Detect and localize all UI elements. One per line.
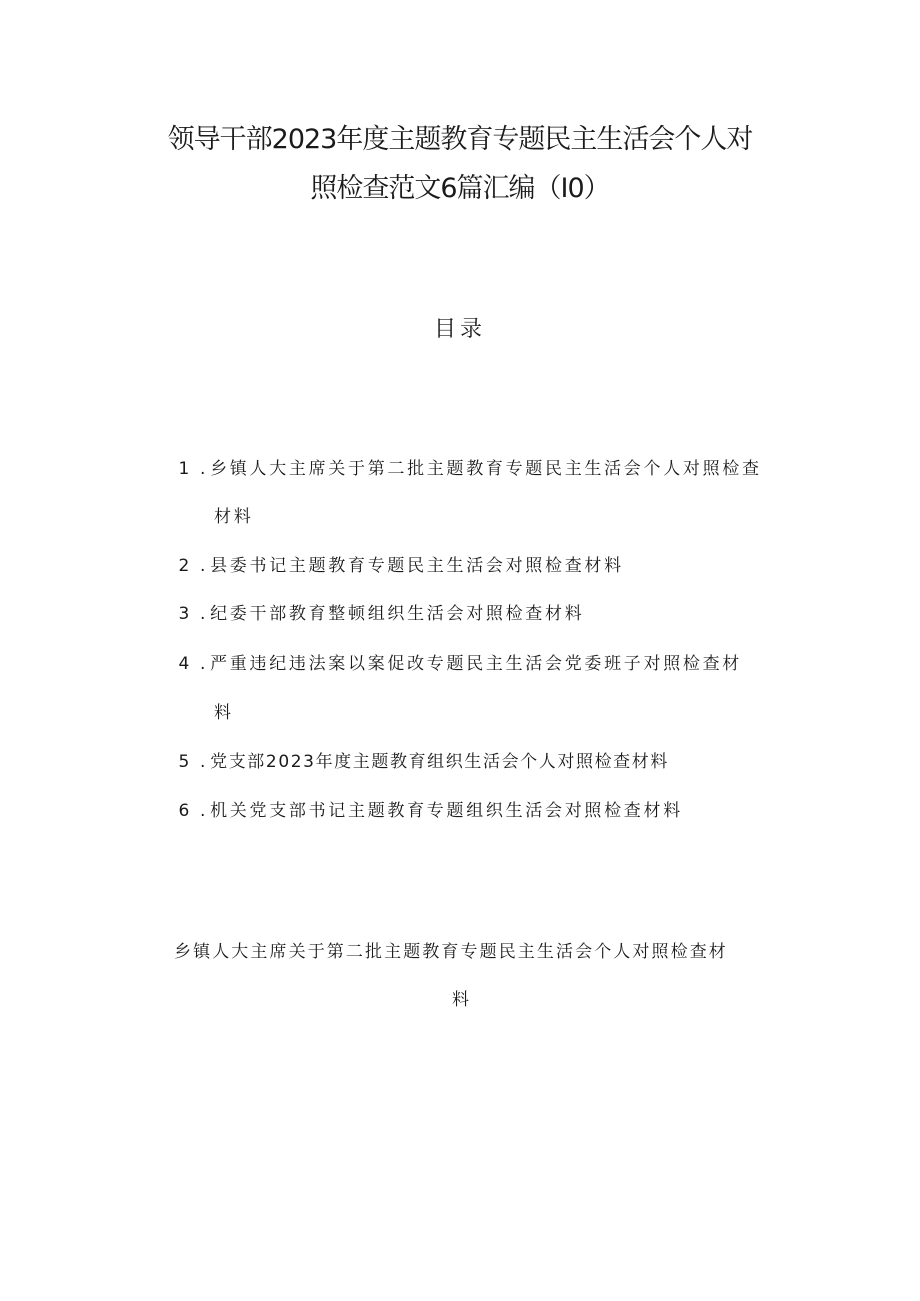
- toc-item-text: 乡镇人大主席关于第二批主题教育专题民主生活会个人对照检查: [210, 459, 762, 479]
- toc-item-dot: .: [200, 556, 209, 576]
- toc-item-5: [178, 747, 669, 772]
- toc-item-text: 党支部2023年度主题教育组织生活会个人对照检查材料: [210, 752, 669, 772]
- toc-item-number: 2: [178, 556, 192, 576]
- toc-item-1: [178, 454, 762, 479]
- toc-item-2: [178, 551, 624, 576]
- document-title-line-2: 照检查范文6篇汇编（I0）: [310, 173, 610, 204]
- toc-item-text: 纪委干部教育整顿组织生活会对照检查材料: [210, 604, 585, 624]
- toc-item-text: 机关党支部书记主题教育专题组织生活会对照检查材料: [210, 801, 683, 821]
- toc-item-number: 6: [178, 801, 192, 821]
- toc-item-dot: .: [200, 801, 209, 821]
- toc-item-dot: .: [200, 459, 209, 479]
- section-title-line-2: 料: [452, 990, 472, 1010]
- toc-item-6: [178, 796, 683, 821]
- toc-item-number: 5: [178, 752, 192, 772]
- toc-item-dot: .: [200, 654, 209, 674]
- toc-item-number: 1: [178, 459, 192, 479]
- toc-item-dot: .: [200, 752, 209, 772]
- toc-item-text: 县委书记主题教育专题民主生活会对照检查材料: [210, 556, 624, 576]
- toc-item-1-continuation: 材料: [214, 507, 254, 527]
- toc-heading: 目录: [433, 317, 486, 342]
- toc-item-4-continuation: 料: [214, 703, 234, 723]
- document-title-line-1: 领导干部2023年度主题教育专题民主生活会个人对: [167, 124, 753, 155]
- toc-item-number: 3: [178, 604, 192, 624]
- toc-item-4: [178, 649, 742, 674]
- toc-item-number: 4: [178, 654, 192, 674]
- toc-item-3: [178, 599, 584, 624]
- toc-item-dot: .: [200, 604, 209, 624]
- section-title-line-1: 乡镇人大主席关于第二批主题教育专题民主生活会个人对照检查材: [174, 942, 728, 962]
- toc-item-text: 严重违纪违法案以案促改专题民主生活会党委班子对照检查材: [210, 654, 743, 674]
